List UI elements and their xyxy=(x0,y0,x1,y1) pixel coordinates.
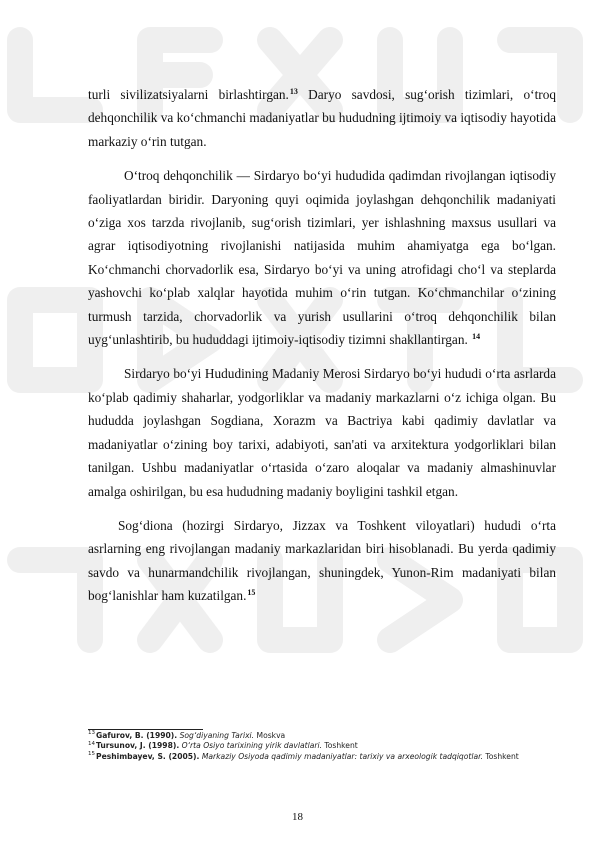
footnote-ref-15[interactable]: 15 xyxy=(247,587,256,597)
body-text xyxy=(88,83,556,608)
paragraph-3-text: Sirdaryo bo‘yi Hududining Madaniy Merosi Sirdaryo bo‘yi hududi o‘rta asrlarda ko‘plab qadimiy shaharlar, yodgorliklar va madaniy markazlarni o‘z ichiga olgan. Bu hududda joylashgan Sogdiana, Xorazm va Bactriya kabi qadimiy davlatlar va madaniyatlar o‘zining boy tarixi, adabiyoti, san'ati va arxitektura yodgorliklari bilan tanilgan. Ushbu madaniyatlar o‘rtasida o‘zaro aloqalar va madaniy almashinuvlar amalga oshirilgan, bu esa hududning madaniy boyligini tashkil etgan. xyxy=(88,366,556,499)
paragraph-1-text: turli sivilizatsiyalarni birlashtirgan. xyxy=(88,87,289,102)
footnote-title: Markaziy Osiyoda qadimiy madaniyatlar: tarixiy va arxeologik tadqiqotlar. xyxy=(201,751,483,761)
paragraph-4-text: Sog‘diona (hozirgi Sirdaryo, Jizzax va Toshkent viloyatlari) hududi o‘rta asrlarning eng rivojlangan madaniy markazlaridan biri hisoblanadi. Bu yerda qadimiy savdo va hunarmandchilik rivojlangan, shuningdek, Yunon-Rim madaniyati bilan bog‘lanishlar ham kuzatilgan. xyxy=(88,517,556,604)
footnote-number: 14 xyxy=(88,740,95,747)
footnote-author: Peshimbayev, S. (2005). xyxy=(96,751,200,761)
paragraph-2-text: O‘troq dehqonchilik — Sirdaryo bo‘yi hududida qadimdan rivojlangan iqtisodiy faoliyatlardan biridir. Daryoning quyi oqimida joylashgan dehqonchilik madaniyati o‘ziga xos tarzda rivojlanib, sug‘orish tizimlari, yer ishlashning maxsus usullari va agrar iqtisodiyotning rivojlanishi natijasida muhim ahamiyatga ega bo‘lgan. Ko‘chmanchi chorvadorlik esa, Sirdaryo bo‘yi va uning atrofidagi cho‘l va steplarda yashovchi ko‘plab xalqlar hayotida muhim o‘rin tutgan. Ko‘chmanchilar o‘zining turmush tarzida, chorvadorlik va yurish usullarini o‘troq dehqonchilik bilan uyg‘unlashtirib, bu hududdagi ijtimoiy-iqtisodiy tizimni shakllantirgan. xyxy=(88,168,556,348)
footnote-15 xyxy=(88,752,556,762)
footnote-place: Moskva xyxy=(256,731,286,740)
footnote-place: Toshkent xyxy=(485,751,519,761)
page-number: 18 xyxy=(292,811,303,823)
paragraph-1 xyxy=(88,83,556,153)
footnote-ref-13[interactable]: 13 xyxy=(289,86,298,96)
footnotes xyxy=(88,731,556,762)
footnote-13 xyxy=(88,731,556,741)
paragraph-3 xyxy=(88,362,556,502)
footnote-title: Sog‘diyaning Tarixi. xyxy=(179,731,255,740)
footnote-separator xyxy=(88,729,203,730)
footnote-ref-14[interactable]: 14 xyxy=(472,331,481,341)
footnote-author: Gafurov, B. (1990). xyxy=(96,731,178,740)
paragraph-2 xyxy=(88,164,556,351)
footnote-14 xyxy=(88,741,556,751)
footnote-title: O‘rta Osiyo tarixining yirik davlatlari. xyxy=(181,741,322,751)
footnote-place: Toshkent xyxy=(324,741,358,751)
paragraph-1-text-rest: Daryo savdosi, sug‘orish tizimlari, o‘troq dehqonchilik va ko‘chmanchi madaniyatlar bu hududning ijtimoiy va iqtisodiy hayotida markaziy o‘rin tutgan. xyxy=(88,87,556,149)
paragraph-4 xyxy=(88,514,556,608)
footnote-number: 15 xyxy=(88,751,95,758)
footnote-author: Tursunov, J. (1998). xyxy=(96,741,180,751)
footnote-number: 13 xyxy=(88,730,95,737)
